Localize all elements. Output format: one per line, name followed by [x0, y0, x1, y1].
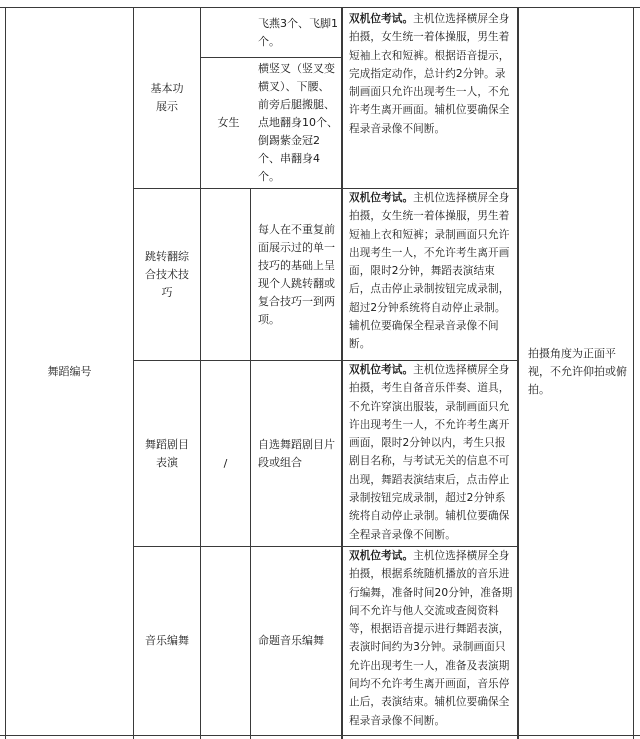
gender-label: 女生	[217, 116, 240, 129]
item-name-cell	[134, 8, 200, 188]
requirement-title: 双机位考试。	[349, 550, 414, 562]
item-name-cell	[134, 189, 200, 360]
content-text: 横竖叉（竖叉变 横叉）、下腰、 前旁后腿搬腿、 点地翻身10个、 倒踢紫金冠2 个、串翻身4 个。	[258, 62, 338, 183]
content-cell	[251, 547, 341, 735]
requirement-title: 双机位考试。	[349, 13, 414, 25]
content-cell	[251, 8, 341, 57]
requirement-text: 主机位选择横屏全身拍摄，考生自备音乐伴奏、道具，不允许穿演出服装，录制画面只允许出现考生一人，不允许考生离开画面，限时2分钟以内，考生只报剧目名称，与考试无关的信息不可出现，舞蹈表演结束后，点击停止录制按钮完成录制，超过2分钟系统将自动停止录制。辅机位要确保全程录音录像不间断。	[349, 364, 510, 541]
requirement-cell	[343, 10, 517, 188]
content-cell	[251, 58, 341, 188]
item-name-cell	[134, 361, 200, 546]
camera-note-cell	[519, 8, 633, 735]
category-label: 舞蹈编号	[47, 364, 92, 378]
requirement-text: 主机位选择横屏全身拍摄，女生统一着体操服，男生着短袖上衣和短裤。根据语音提示，完成指定动作，总计约2分钟。录制画面只允许出现考生一人，不允许考生离开画面。辅机位要确保全程录音录像不间断。	[349, 13, 510, 135]
camera-note: 拍摄角度为正面平视，不允许仰拍或俯拍。	[528, 346, 627, 396]
requirement-cell	[343, 547, 517, 735]
requirement-text: 主机位选择横屏全身拍摄，女生统一着体操服，男生着短袖上衣和短裤；录制画面只允许出现考生一人，不允许考生离开画面，限时2分钟，舞蹈表演结束后，点击停止录制按钮完成录制，超过2分钟系统将自动停止录制。辅机位要确保全程录音录像不间断。	[349, 192, 510, 351]
item-name-cell	[134, 547, 200, 735]
gender-cell	[201, 189, 250, 735]
item-name: 跳转翻综 合技术技 巧	[145, 249, 189, 299]
item-name: 音乐编舞	[145, 634, 189, 647]
gender-label: /	[223, 457, 228, 470]
content-text: 飞燕3个、飞脚1 个。	[258, 16, 338, 48]
table-rule	[633, 7, 634, 739]
item-name: 基本功展示	[150, 82, 184, 113]
content-cell	[251, 361, 341, 546]
requirement-title: 双机位考试。	[349, 192, 414, 204]
content-text: 命题音乐编舞	[258, 634, 324, 647]
requirement-title: 双机位考试。	[349, 364, 414, 376]
requirement-text: 主机位选择横屏全身拍摄，根据系统随机播放的音乐进行编舞，准备时间20分钟，准备期间不允许与他人交流或查阅资料等，根据语音提示进行舞蹈表演，表演时间约为3分钟。录制画面只允许出现考生一人，准备及表演期间均不允许考生离开画面，音乐停止后，表演结束。辅机位要确保全程录音录像不间断。	[349, 550, 513, 727]
table-rule	[0, 735, 640, 736]
gender-cell	[201, 58, 250, 188]
item-name: 舞蹈剧目 表演	[145, 437, 189, 469]
category-cell	[6, 8, 133, 735]
requirement-cell	[343, 361, 517, 546]
content-cell	[251, 189, 341, 360]
content-text: 每人在不重复前 面展示过的单一 技巧的基础上呈 现个人跳转翻或 复合技巧一到两 项。	[258, 222, 335, 326]
content-text: 自选舞蹈剧目片 段或组合	[258, 437, 335, 469]
requirement-cell	[343, 189, 517, 360]
